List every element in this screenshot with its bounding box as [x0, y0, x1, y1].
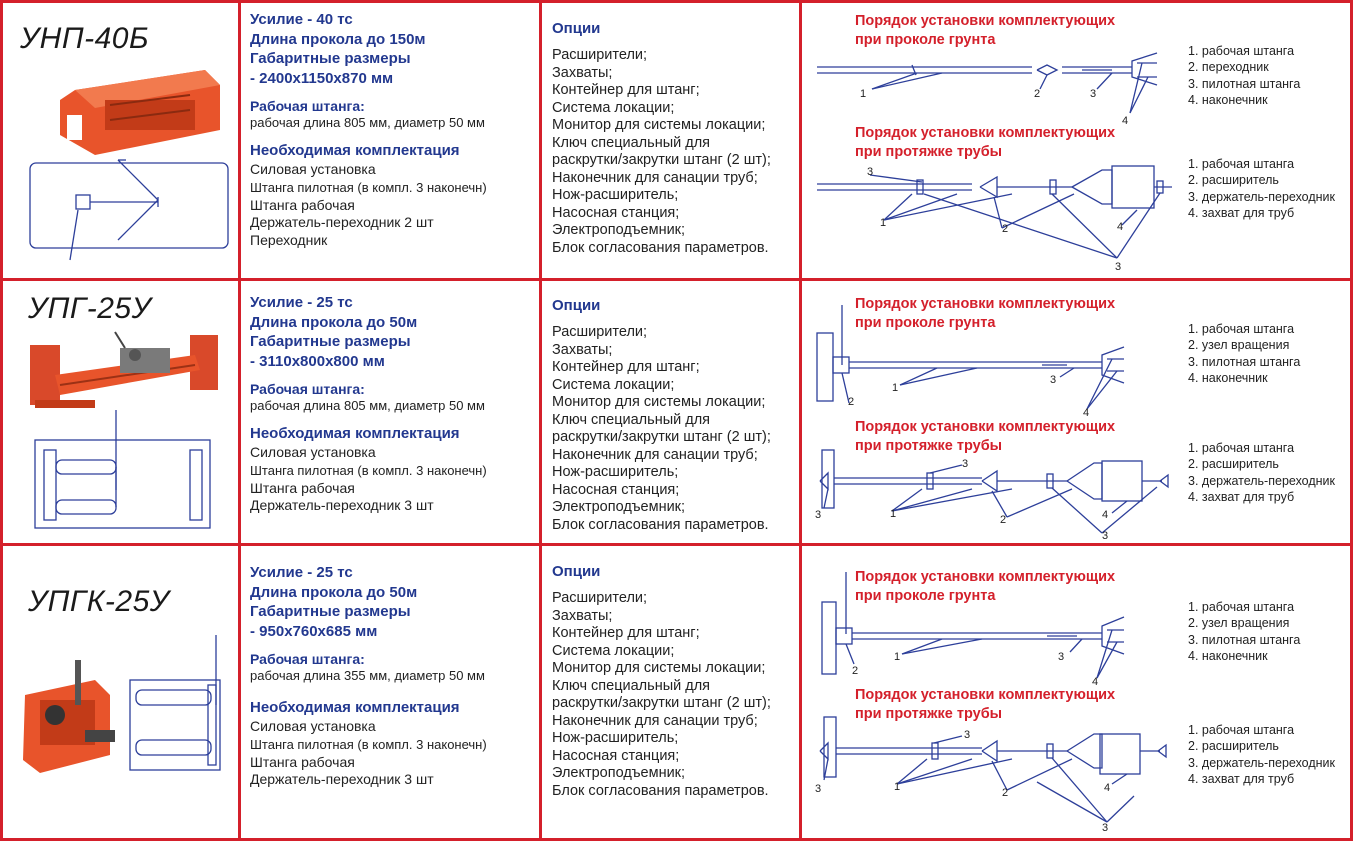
kit-item: Штанга пилотная (в компл. 3 наконечн)	[250, 179, 487, 195]
pulling-diagram	[812, 160, 1182, 275]
spec-line: - 2400х1150х870 мм	[250, 69, 394, 87]
table-border	[0, 0, 3, 841]
spec-line: Усилие - 25 тс	[250, 294, 353, 311]
options-title: Опции	[552, 563, 601, 580]
diagram-title-piercing: Порядок установки комплектующих при проколе грунта	[855, 13, 1116, 48]
diagram-title-pulling: Порядок установки комплектующих при протяжке трубы	[855, 419, 1116, 454]
model-name: УПГК-25У	[28, 585, 170, 618]
rod-text: рабочая длина 805 мм, диаметр 50 мм	[250, 115, 485, 130]
option-item: Ключ специальный для	[552, 411, 711, 428]
option-item: Наконечник для санации труб;	[552, 169, 758, 186]
option-item: раскрутки/закрутки штанг (2 шт);	[552, 695, 771, 711]
option-item: Электроподъемник;	[552, 765, 686, 781]
kit-item: Силовая установка	[250, 161, 376, 177]
option-item: Ключ специальный для	[552, 677, 711, 694]
piercing-diagram	[812, 45, 1182, 125]
spec-line: Усилие - 25 тс	[250, 564, 353, 581]
machine-photo	[25, 330, 225, 420]
table-border	[0, 278, 1353, 281]
option-item: Насосная станция;	[552, 204, 680, 221]
option-item: Контейнер для штанг;	[552, 625, 700, 641]
option-item: раскрутки/закрутки штанг (2 шт);	[552, 429, 771, 445]
option-item: Монитор для системы локации;	[552, 660, 766, 676]
callout-label: 4	[1122, 115, 1129, 127]
option-item: Контейнер для штанг;	[552, 359, 700, 375]
callout-label: 4	[1083, 407, 1090, 419]
option-item: Наконечник для санации труб;	[552, 712, 758, 729]
option-item: Система локации;	[552, 376, 675, 393]
callout-label: 4	[1092, 676, 1099, 688]
option-item: Монитор для системы локации;	[552, 394, 766, 410]
callout-label: 3	[1102, 822, 1109, 834]
callout-label: 3	[1115, 261, 1122, 273]
machine-photo	[15, 655, 125, 785]
kit-item: Держатель-переходник 3 шт	[250, 771, 434, 788]
spec-line: Длина прокола до 50м	[250, 583, 418, 601]
machine-schematic	[32, 410, 217, 535]
rod-title: Рабочая штанга:	[250, 98, 365, 114]
option-item: Расширители;	[552, 47, 648, 63]
model-name: УПГ-25У	[28, 292, 152, 325]
machine-schematic	[28, 155, 233, 265]
specs-block	[250, 293, 535, 515]
callout-label: 2	[1000, 514, 1007, 526]
rod-text: рабочая длина 355 мм, диаметр 50 мм	[250, 668, 485, 683]
option-item: Захваты;	[552, 64, 613, 81]
option-item: Ключ специальный для	[552, 134, 711, 151]
callout-label: 1	[860, 88, 867, 100]
kit-item: Штанга рабочая	[250, 479, 355, 496]
option-item: Система локации;	[552, 642, 675, 659]
callout-label: 1	[892, 382, 899, 394]
option-item: Захваты;	[552, 607, 613, 624]
callout-label: 2	[1034, 88, 1041, 100]
callout-label: 3	[815, 783, 822, 795]
callout-label: 1	[880, 217, 887, 229]
diagram-title-pulling: Порядок установки комплектующих при протяжке трубы	[855, 687, 1116, 722]
kit-item: Штанга рабочая	[250, 753, 355, 770]
options-title: Опции	[552, 297, 601, 314]
table-border	[238, 0, 241, 841]
callout-label: 3	[962, 458, 969, 470]
callout-label: 2	[1002, 787, 1009, 799]
option-item: Электроподъемник;	[552, 499, 686, 515]
machine-photo	[55, 60, 225, 160]
legend-pulling: 1. рабочая штанга 2. расширитель 3. держатель-переходник 4. захват для труб	[1188, 441, 1336, 505]
option-item: Нож-расширитель;	[552, 464, 679, 480]
rod-title: Рабочая штанга:	[250, 651, 365, 667]
spec-line: - 950х760х685 мм	[250, 622, 378, 640]
piercing-diagram	[812, 572, 1182, 687]
option-item: Насосная станция;	[552, 481, 680, 498]
kit-item: Штанга рабочая	[250, 196, 355, 213]
specs-block	[250, 563, 535, 789]
kit-item: Держатель-переходник 2 шт	[250, 214, 434, 231]
options-block	[552, 297, 797, 534]
spec-line: Усилие - 40 тс	[250, 11, 353, 28]
callout-label: 2	[852, 665, 859, 677]
callout-label: 3	[1102, 530, 1109, 542]
diagram-title-pulling: Порядок установки комплектующих при протяжке трубы	[855, 125, 1116, 160]
spec-line: Габаритные размеры	[250, 50, 411, 67]
kit-title: Необходимая комплектация	[250, 142, 460, 159]
callout-label: 3	[815, 509, 822, 521]
piercing-diagram	[812, 305, 1182, 420]
kit-item: Держатель-переходник 3 шт	[250, 497, 434, 514]
option-item: Блок согласования параметров.	[552, 239, 769, 256]
options-block	[552, 563, 797, 800]
callout-label: 4	[1104, 782, 1111, 794]
callout-label: 1	[894, 781, 901, 793]
pulling-diagram	[812, 712, 1182, 834]
table-border	[799, 0, 802, 841]
spec-line: Габаритные размеры	[250, 603, 411, 620]
options-title: Опции	[552, 20, 601, 37]
pulling-diagram	[812, 445, 1182, 540]
callout-label: 2	[1002, 223, 1009, 235]
kit-title: Необходимая комплектация	[250, 425, 460, 442]
spec-line: Габаритные размеры	[250, 333, 411, 350]
callout-label: 3	[964, 729, 971, 741]
kit-item: Силовая установка	[250, 718, 376, 734]
spec-line: - 3110х800х800 мм	[250, 352, 385, 370]
legend-piercing: 1. рабочая штанга 2. узел вращения 3. пилотная штанга 4. наконечник	[1188, 600, 1301, 664]
spec-line: Длина прокола до 150м	[250, 30, 426, 48]
legend-piercing: 1. рабочая штанга 2. узел вращения 3. пилотная штанга 4. наконечник	[1188, 322, 1301, 386]
rod-text: рабочая длина 805 мм, диаметр 50 мм	[250, 398, 485, 413]
model-name: УНП-40Б	[20, 22, 149, 55]
option-item: Электроподъемник;	[552, 222, 686, 238]
option-item: Наконечник для санации труб;	[552, 446, 758, 463]
machine-schematic	[128, 635, 228, 775]
option-item: Насосная станция;	[552, 747, 680, 764]
callout-label: 4	[1102, 509, 1109, 521]
kit-item: Переходник	[250, 232, 328, 249]
legend-piercing: 1. рабочая штанга 2. переходник 3. пилотная штанга 4. наконечник	[1188, 44, 1301, 108]
kit-item: Силовая установка	[250, 444, 376, 460]
option-item: Контейнер для штанг;	[552, 82, 700, 98]
option-item: раскрутки/закрутки штанг (2 шт);	[552, 152, 771, 168]
callout-label: 2	[848, 396, 855, 408]
callout-label: 3	[1090, 88, 1097, 100]
option-item: Захваты;	[552, 341, 613, 358]
callout-label: 4	[1117, 221, 1124, 233]
kit-title: Необходимая комплектация	[250, 699, 460, 716]
kit-item: Штанга пилотная (в компл. 3 наконечн)	[250, 462, 487, 478]
option-item: Система локации;	[552, 99, 675, 116]
option-item: Блок согласования параметров.	[552, 516, 769, 533]
option-item: Блок согласования параметров.	[552, 782, 769, 799]
option-item: Расширители;	[552, 324, 648, 340]
table-border	[0, 0, 1353, 3]
option-item: Расширители;	[552, 590, 648, 606]
kit-item: Штанга пилотная (в компл. 3 наконечн)	[250, 736, 487, 752]
rod-title: Рабочая штанга:	[250, 381, 365, 397]
callout-label: 3	[1058, 651, 1065, 663]
legend-pulling: 1. рабочая штанга 2. расширитель 3. держатель-переходник 4. захват для труб	[1188, 723, 1336, 787]
diagram-title-piercing: Порядок установки комплектующих при проколе грунта	[855, 569, 1116, 604]
legend-pulling: 1. рабочая штанга 2. расширитель 3. держатель-переходник 4. захват для труб	[1188, 157, 1336, 221]
callout-label: 1	[894, 651, 901, 663]
diagram-title-piercing: Порядок установки комплектующих при проколе грунта	[855, 296, 1116, 331]
option-item: Монитор для системы локации;	[552, 117, 766, 133]
table-border	[539, 0, 542, 841]
callout-label: 3	[1050, 374, 1057, 386]
option-item: Нож-расширитель;	[552, 730, 679, 746]
options-block	[552, 20, 797, 257]
callout-label: 3	[867, 166, 874, 178]
callout-label: 1	[890, 508, 897, 520]
option-item: Нож-расширитель;	[552, 187, 679, 203]
specs-block	[250, 10, 535, 250]
table-border	[0, 543, 1353, 546]
spec-line: Длина прокола до 50м	[250, 313, 418, 331]
